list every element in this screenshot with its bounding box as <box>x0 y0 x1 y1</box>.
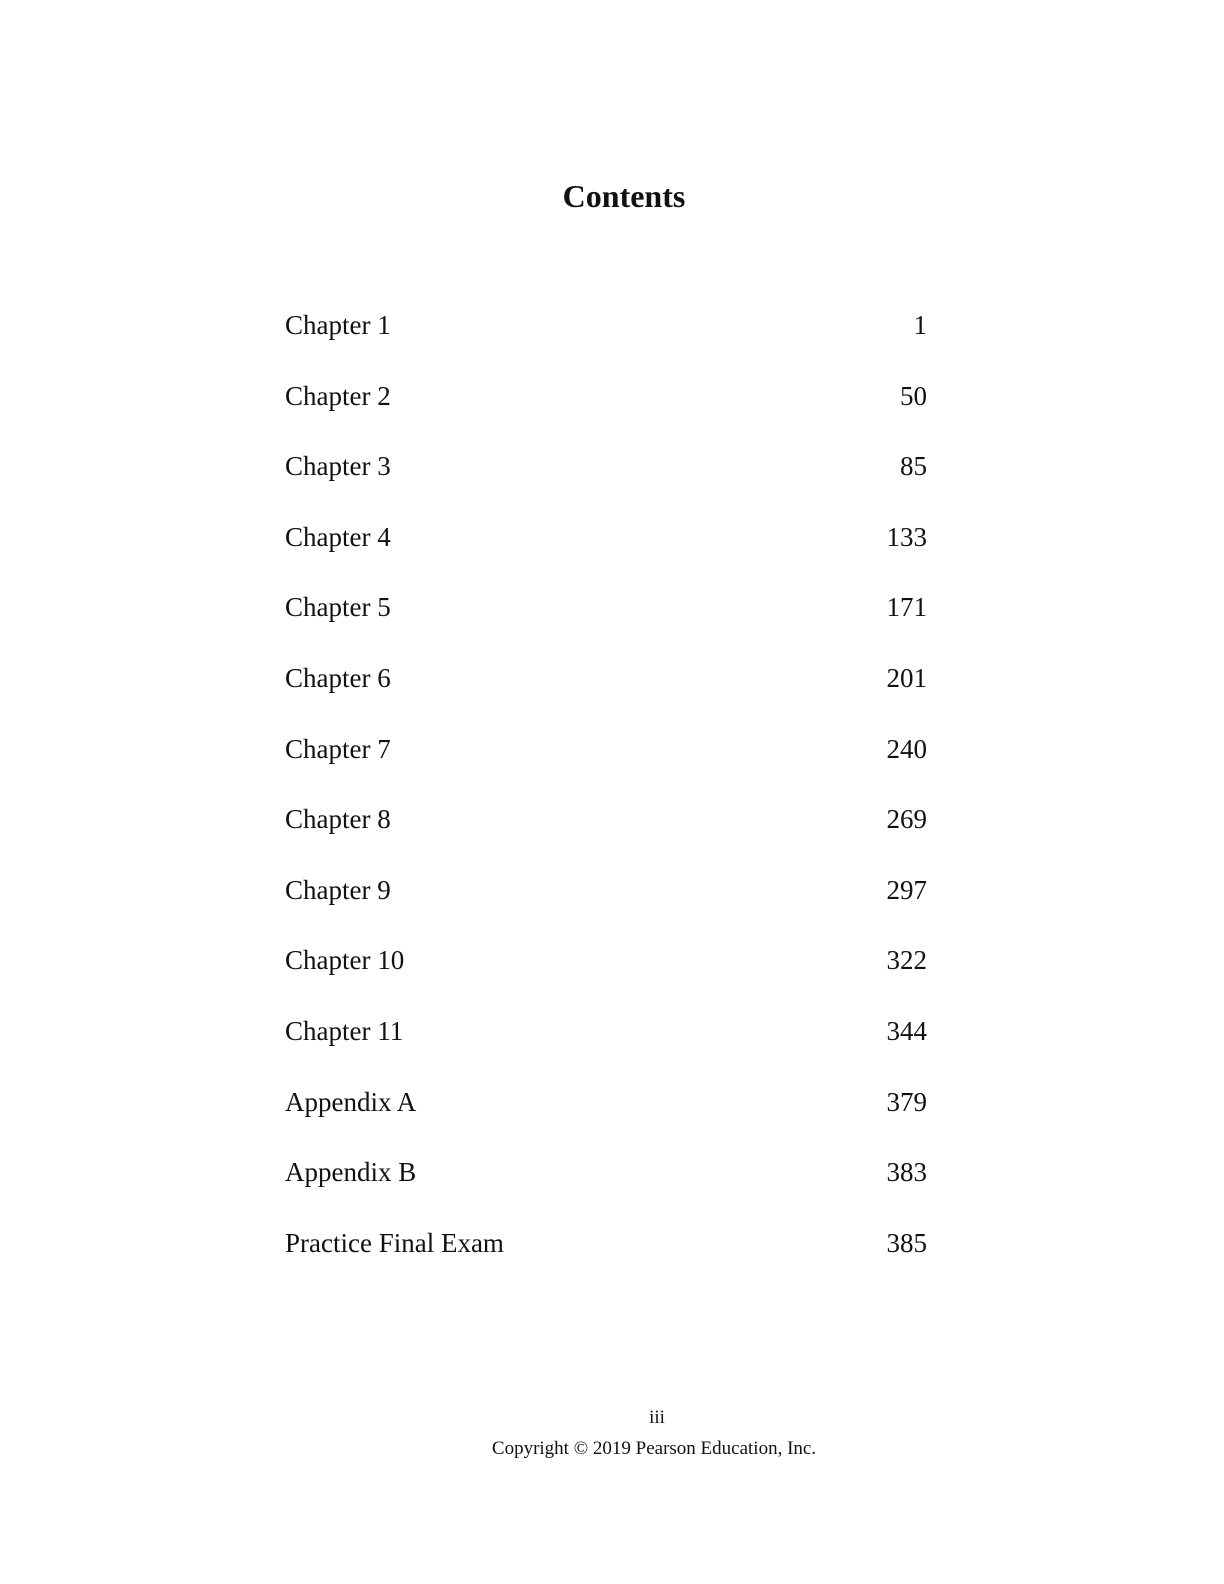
toc-entry <box>285 730 927 801</box>
toc-entry-label: Appendix B <box>285 1157 417 1188</box>
toc-entry-page: 383 <box>886 1157 927 1188</box>
toc-entry-page: 85 <box>900 451 927 482</box>
toc-entry-label: Chapter 10 <box>285 945 405 976</box>
toc-entry-page: 385 <box>886 1227 927 1258</box>
toc-entry-label: Chapter 2 <box>285 380 391 411</box>
toc-entry <box>285 1012 927 1083</box>
toc-entry <box>285 377 927 448</box>
toc-entry <box>285 447 927 518</box>
toc-entry-label: Chapter 5 <box>285 592 391 623</box>
toc-entry-page: 269 <box>886 804 927 835</box>
toc-entry <box>285 306 927 377</box>
toc-entry-page: 1 <box>913 310 927 340</box>
toc-entry <box>285 800 927 871</box>
toc-entry-label: Appendix A <box>285 1086 417 1117</box>
toc-entry-page: 171 <box>886 592 927 623</box>
toc-entry-label: Chapter 11 <box>285 1015 404 1046</box>
toc-entry <box>285 588 927 659</box>
page-title: Contents <box>562 178 686 214</box>
footer-copyright: Copyright © 2019 Pearson Education, Inc. <box>491 1438 817 1459</box>
toc-entry-page: 50 <box>900 380 927 411</box>
toc-entry-label: Chapter 6 <box>285 662 391 693</box>
toc-entry-page: 344 <box>886 1015 927 1046</box>
toc-entry-label: Chapter 9 <box>285 874 391 905</box>
toc-entry <box>285 518 927 589</box>
toc-entry <box>285 941 927 1012</box>
toc-entry-page: 240 <box>886 733 927 764</box>
toc-entry-label: Chapter 1 <box>285 310 391 340</box>
footer-page-number: iii <box>649 1407 665 1428</box>
toc-entry <box>285 1224 927 1295</box>
toc-entry <box>285 1153 927 1224</box>
toc-entry-page: 322 <box>886 945 927 976</box>
toc-entry-label: Practice Final Exam <box>285 1227 504 1258</box>
toc-entry <box>285 871 927 942</box>
toc-entry <box>285 1083 927 1154</box>
toc-entry-label: Chapter 8 <box>285 804 391 835</box>
table-of-contents <box>285 306 927 1294</box>
toc-entry-page: 201 <box>886 662 927 693</box>
toc-entry-page: 379 <box>886 1086 927 1117</box>
toc-entry-label: Chapter 7 <box>285 733 391 764</box>
toc-entry <box>285 659 927 730</box>
toc-entry-label: Chapter 3 <box>285 451 391 482</box>
toc-entry-page: 133 <box>886 521 927 552</box>
toc-entry-page: 297 <box>886 874 927 905</box>
toc-entry-label: Chapter 4 <box>285 521 391 552</box>
